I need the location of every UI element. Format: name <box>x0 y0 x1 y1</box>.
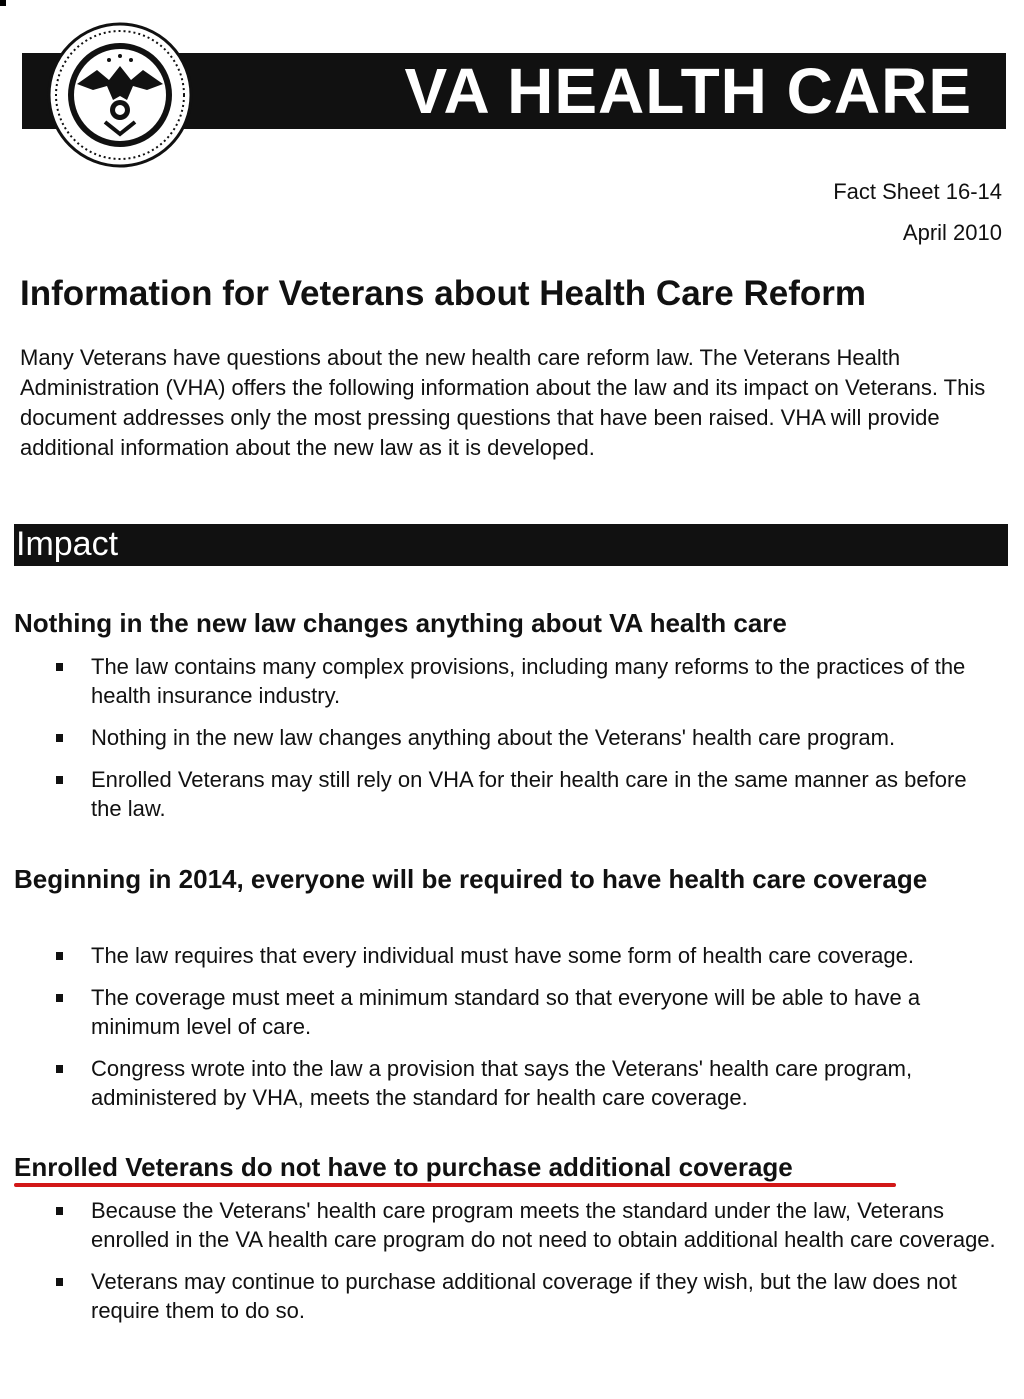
list-item: Congress wrote into the law a provision that says the Veterans' health care program, administered by VHA, meets the standard for health care coverage. <box>0 1054 996 1112</box>
subsection-heading: Beginning in 2014, everyone will be required to have health care coverage <box>14 864 928 894</box>
bullet-list <box>0 1196 996 1325</box>
bullet-list <box>0 652 996 823</box>
section-banner <box>14 524 1008 566</box>
list-item: Veterans may continue to purchase additional coverage if they wish, but the law does not require them to do so. <box>0 1267 996 1325</box>
scan-corner-mark <box>0 0 6 6</box>
bullet-icon <box>56 1278 63 1286</box>
subsection-heading: Nothing in the new law changes anything about VA health care <box>14 608 787 638</box>
list-item: The law requires that every individual must have some form of health care coverage. <box>0 941 996 970</box>
bullet-icon <box>56 952 63 960</box>
bullet-icon <box>56 1065 63 1073</box>
bullet-icon <box>56 663 63 671</box>
document-title: Information for Veterans about Health Care Reform <box>20 274 866 313</box>
bullet-icon <box>56 776 63 784</box>
bullet-icon <box>56 734 63 742</box>
fact-sheet-number: Fact Sheet 16-14 <box>833 179 1002 204</box>
list-item: The coverage must meet a minimum standard so that everyone will be able to have a minimum level of care. <box>0 983 996 1041</box>
list-item: The law contains many complex provisions, including many reforms to the practices of the health insurance industry. <box>0 652 996 710</box>
fact-sheet-date: April 2010 <box>902 220 1002 245</box>
header-title: VA HEALTH CARE <box>404 55 972 127</box>
list-item: Because the Veterans' health care program meets the standard under the law, Veterans enrolled in the VA health care program do not need to obtain additional health care coverage. <box>0 1196 996 1254</box>
list-item: Enrolled Veterans may still rely on VHA for their health care in the same manner as before the law. <box>0 765 996 823</box>
subsection-heading: Enrolled Veterans do not have to purchase additional coverage <box>14 1152 793 1182</box>
bullet-icon <box>56 994 63 1002</box>
bullet-list <box>0 941 996 1112</box>
list-item: Nothing in the new law changes anything about the Veterans' health care program. <box>0 723 996 752</box>
highlight-underline <box>14 1183 896 1187</box>
va-seal-icon <box>47 22 193 168</box>
section-label: Impact <box>16 525 119 563</box>
bullet-icon <box>56 1207 63 1215</box>
intro-paragraph: Many Veterans have questions about the new health care reform law. The Veterans Health Administration (VHA) offers the following information about the law and its impact on Veterans. This document addresses only the most pressing questions that have been raised. VHA will provide additional information about the new law as it is developed. <box>20 345 986 460</box>
